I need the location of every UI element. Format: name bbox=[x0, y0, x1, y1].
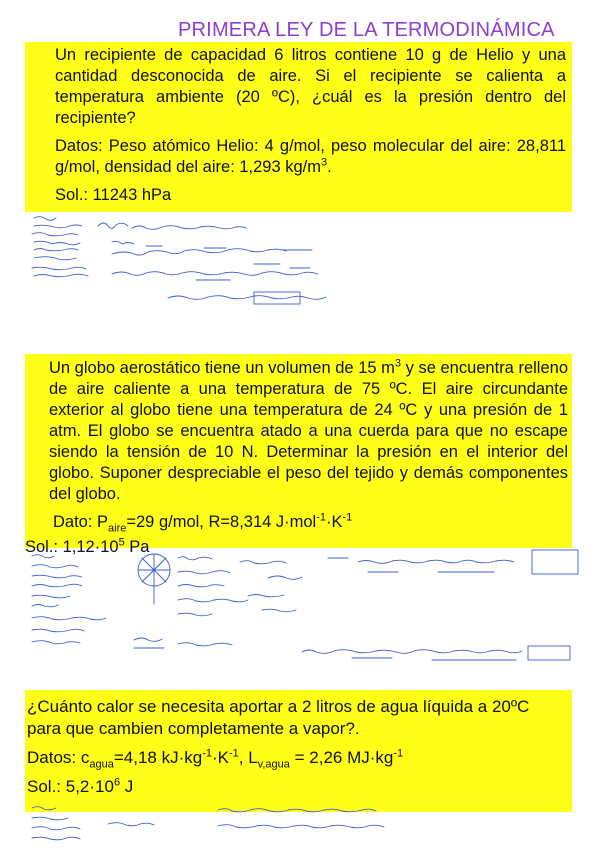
problem-2-statement: Un globo aerostático tiene un volumen de 15 $m^3$ y se encuentra relleno de aire caliente a una temperatura de 75 ºC. El aire circundante exterior al globo tiene una temperatura de 24 ºC y una presión de 1 atm. El globo se encuentra atado a una cuerda para que no escape siendo la tensión de 10 N. Determinar la presión en el interior del globo. Suponer despreciable el peso del tejido y demás componentes del globo. bbox=[49, 357, 568, 503]
problem-1-solution: Sol.: 11243 hPa bbox=[55, 186, 172, 204]
handwritten-notes-1 bbox=[28, 212, 548, 322]
handwritten-notes-2 bbox=[28, 548, 580, 668]
problem-3-solution: Sol.: $5,2\cdot 10^6$ J bbox=[27, 776, 134, 796]
problem-3-statement: ¿Cuánto calor se necesita aportar a 2 litros de agua líquida a 20ºC para que cambien completamente a vapor?. bbox=[27, 697, 530, 738]
problem-3-data: Datos: $c_{agua}=4,18$ $kJ\cdot kg^{-1}\cdot K^{-1}$, $L_{v,agua} = 2,26$ $MJ\cdot kg^{-1}$ bbox=[27, 747, 404, 771]
problem-1-statement: Un recipiente de capacidad 6 litros contiene 10 g de Helio y una cantidad desconocida de aire. Si el recipiente se calienta a temperatura ambiente (20 ºC), ¿cuál es la presión dentro del recipiente? bbox=[55, 46, 566, 127]
problem-1-data: Datos: Peso atómico Helio: 4 g/mol, peso molecular del aire: 28,811 g/mol, densidad del aire: 1,293 $kg/m^3$. bbox=[55, 137, 566, 176]
problem-1-box bbox=[25, 42, 572, 212]
problem-3-box bbox=[25, 690, 572, 812]
problem-2-solution: Sol.: $1,12\cdot 10^5$ Pa bbox=[25, 536, 150, 556]
handwritten-notes-3 bbox=[28, 800, 548, 848]
problem-2-box bbox=[25, 354, 572, 556]
problem-2-data: Dato: $P_{aire}=29$ g/mol, R=8,314 $J\cdot mol^{-1}\cdot K^{-1}$ bbox=[53, 511, 353, 535]
page-title: PRIMERA LEY DE LA TERMODINÁMICA bbox=[178, 19, 555, 41]
